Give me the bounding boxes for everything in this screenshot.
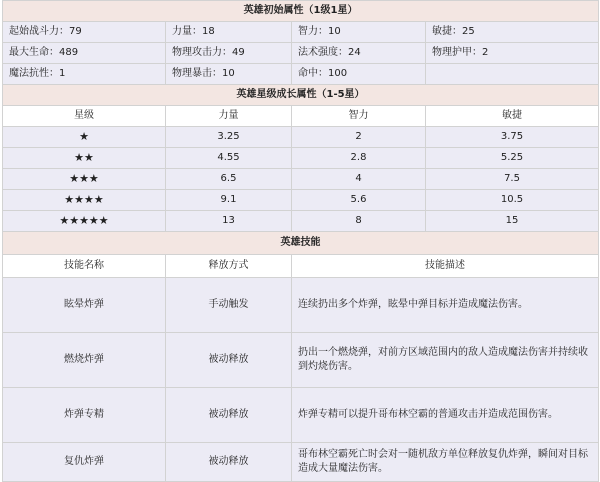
star-level: ★★★★ (3, 190, 166, 211)
strength-value: 13 (166, 211, 292, 232)
star-growth-title: 英雄星级成长属性（1-5星） (3, 85, 599, 106)
strength-value: 9.1 (166, 190, 292, 211)
attr-cell: 起始战斗力：79 (3, 22, 166, 43)
attr-cell: 物理暴击：10 (166, 64, 292, 85)
skill-trigger: 被动释放 (166, 388, 292, 443)
attr-cell: 最大生命：489 (3, 43, 166, 64)
star-level: ★★★★★ (3, 211, 166, 232)
star-growth-row (3, 169, 599, 190)
star-level: ★ (3, 127, 166, 148)
agility-value: 15 (426, 211, 599, 232)
column-header: 智力 (292, 106, 426, 127)
star-level: ★★★ (3, 169, 166, 190)
column-header: 星级 (3, 106, 166, 127)
intelligence-value: 2 (292, 127, 426, 148)
star-growth-row (3, 148, 599, 169)
skill-row (3, 333, 599, 388)
base-attributes-row (3, 22, 599, 43)
column-header: 力量 (166, 106, 292, 127)
column-header: 技能名称 (3, 255, 166, 278)
attr-cell: 敏捷：25 (426, 22, 599, 43)
skill-row (3, 278, 599, 333)
base-attributes-row (3, 43, 599, 64)
star-level: ★★ (3, 148, 166, 169)
skill-description: 炸弹专精可以提升哥布林空霸的普通攻击并造成范围伤害。 (292, 388, 599, 443)
skill-trigger: 手动触发 (166, 278, 292, 333)
skill-name: 炸弹专精 (3, 388, 166, 443)
skills-title: 英雄技能 (3, 232, 599, 255)
skills-column-headers (3, 255, 599, 278)
skill-description: 扔出一个燃烧弹，对前方区域范围内的敌人造成魔法伤害并持续收到灼烧伤害。 (292, 333, 599, 388)
attr-cell (426, 64, 599, 85)
intelligence-value: 4 (292, 169, 426, 190)
intelligence-value: 5.6 (292, 190, 426, 211)
intelligence-value: 8 (292, 211, 426, 232)
skills-header (3, 232, 599, 255)
attr-cell: 物理攻击力：49 (166, 43, 292, 64)
star-growth-column-headers (3, 106, 599, 127)
agility-value: 5.25 (426, 148, 599, 169)
attr-cell: 智力：10 (292, 22, 426, 43)
star-growth-header (3, 85, 599, 106)
skill-description: 哥布林空霸死亡时会对一随机敌方单位释放复仇炸弹，瞬间对目标造成大量魔法伤害。 (292, 443, 599, 482)
attr-cell: 物理护甲：2 (426, 43, 599, 64)
attr-cell: 法术强度：24 (292, 43, 426, 64)
intelligence-value: 2.8 (292, 148, 426, 169)
skill-row (3, 388, 599, 443)
star-growth-row (3, 211, 599, 232)
attr-cell: 力量：18 (166, 22, 292, 43)
skill-name: 燃烧炸弹 (3, 333, 166, 388)
skill-trigger: 被动释放 (166, 333, 292, 388)
attr-cell: 命中：100 (292, 64, 426, 85)
column-header: 技能描述 (292, 255, 599, 278)
strength-value: 4.55 (166, 148, 292, 169)
skill-row (3, 443, 599, 482)
star-growth-row (3, 190, 599, 211)
skill-name: 复仇炸弹 (3, 443, 166, 482)
star-growth-row (3, 127, 599, 148)
column-header: 敏捷 (426, 106, 599, 127)
hero-info-table (2, 0, 599, 482)
strength-value: 6.5 (166, 169, 292, 190)
attr-cell: 魔法抗性：1 (3, 64, 166, 85)
base-attributes-row (3, 64, 599, 85)
skill-description: 连续扔出多个炸弹，眩晕中弹目标并造成魔法伤害。 (292, 278, 599, 333)
skill-name: 眩晕炸弹 (3, 278, 166, 333)
column-header: 释放方式 (166, 255, 292, 278)
strength-value: 3.25 (166, 127, 292, 148)
agility-value: 7.5 (426, 169, 599, 190)
agility-value: 10.5 (426, 190, 599, 211)
agility-value: 3.75 (426, 127, 599, 148)
skill-trigger: 被动释放 (166, 443, 292, 482)
base-attributes-title: 英雄初始属性（1级1星） (3, 1, 599, 22)
base-attributes-header (3, 1, 599, 22)
